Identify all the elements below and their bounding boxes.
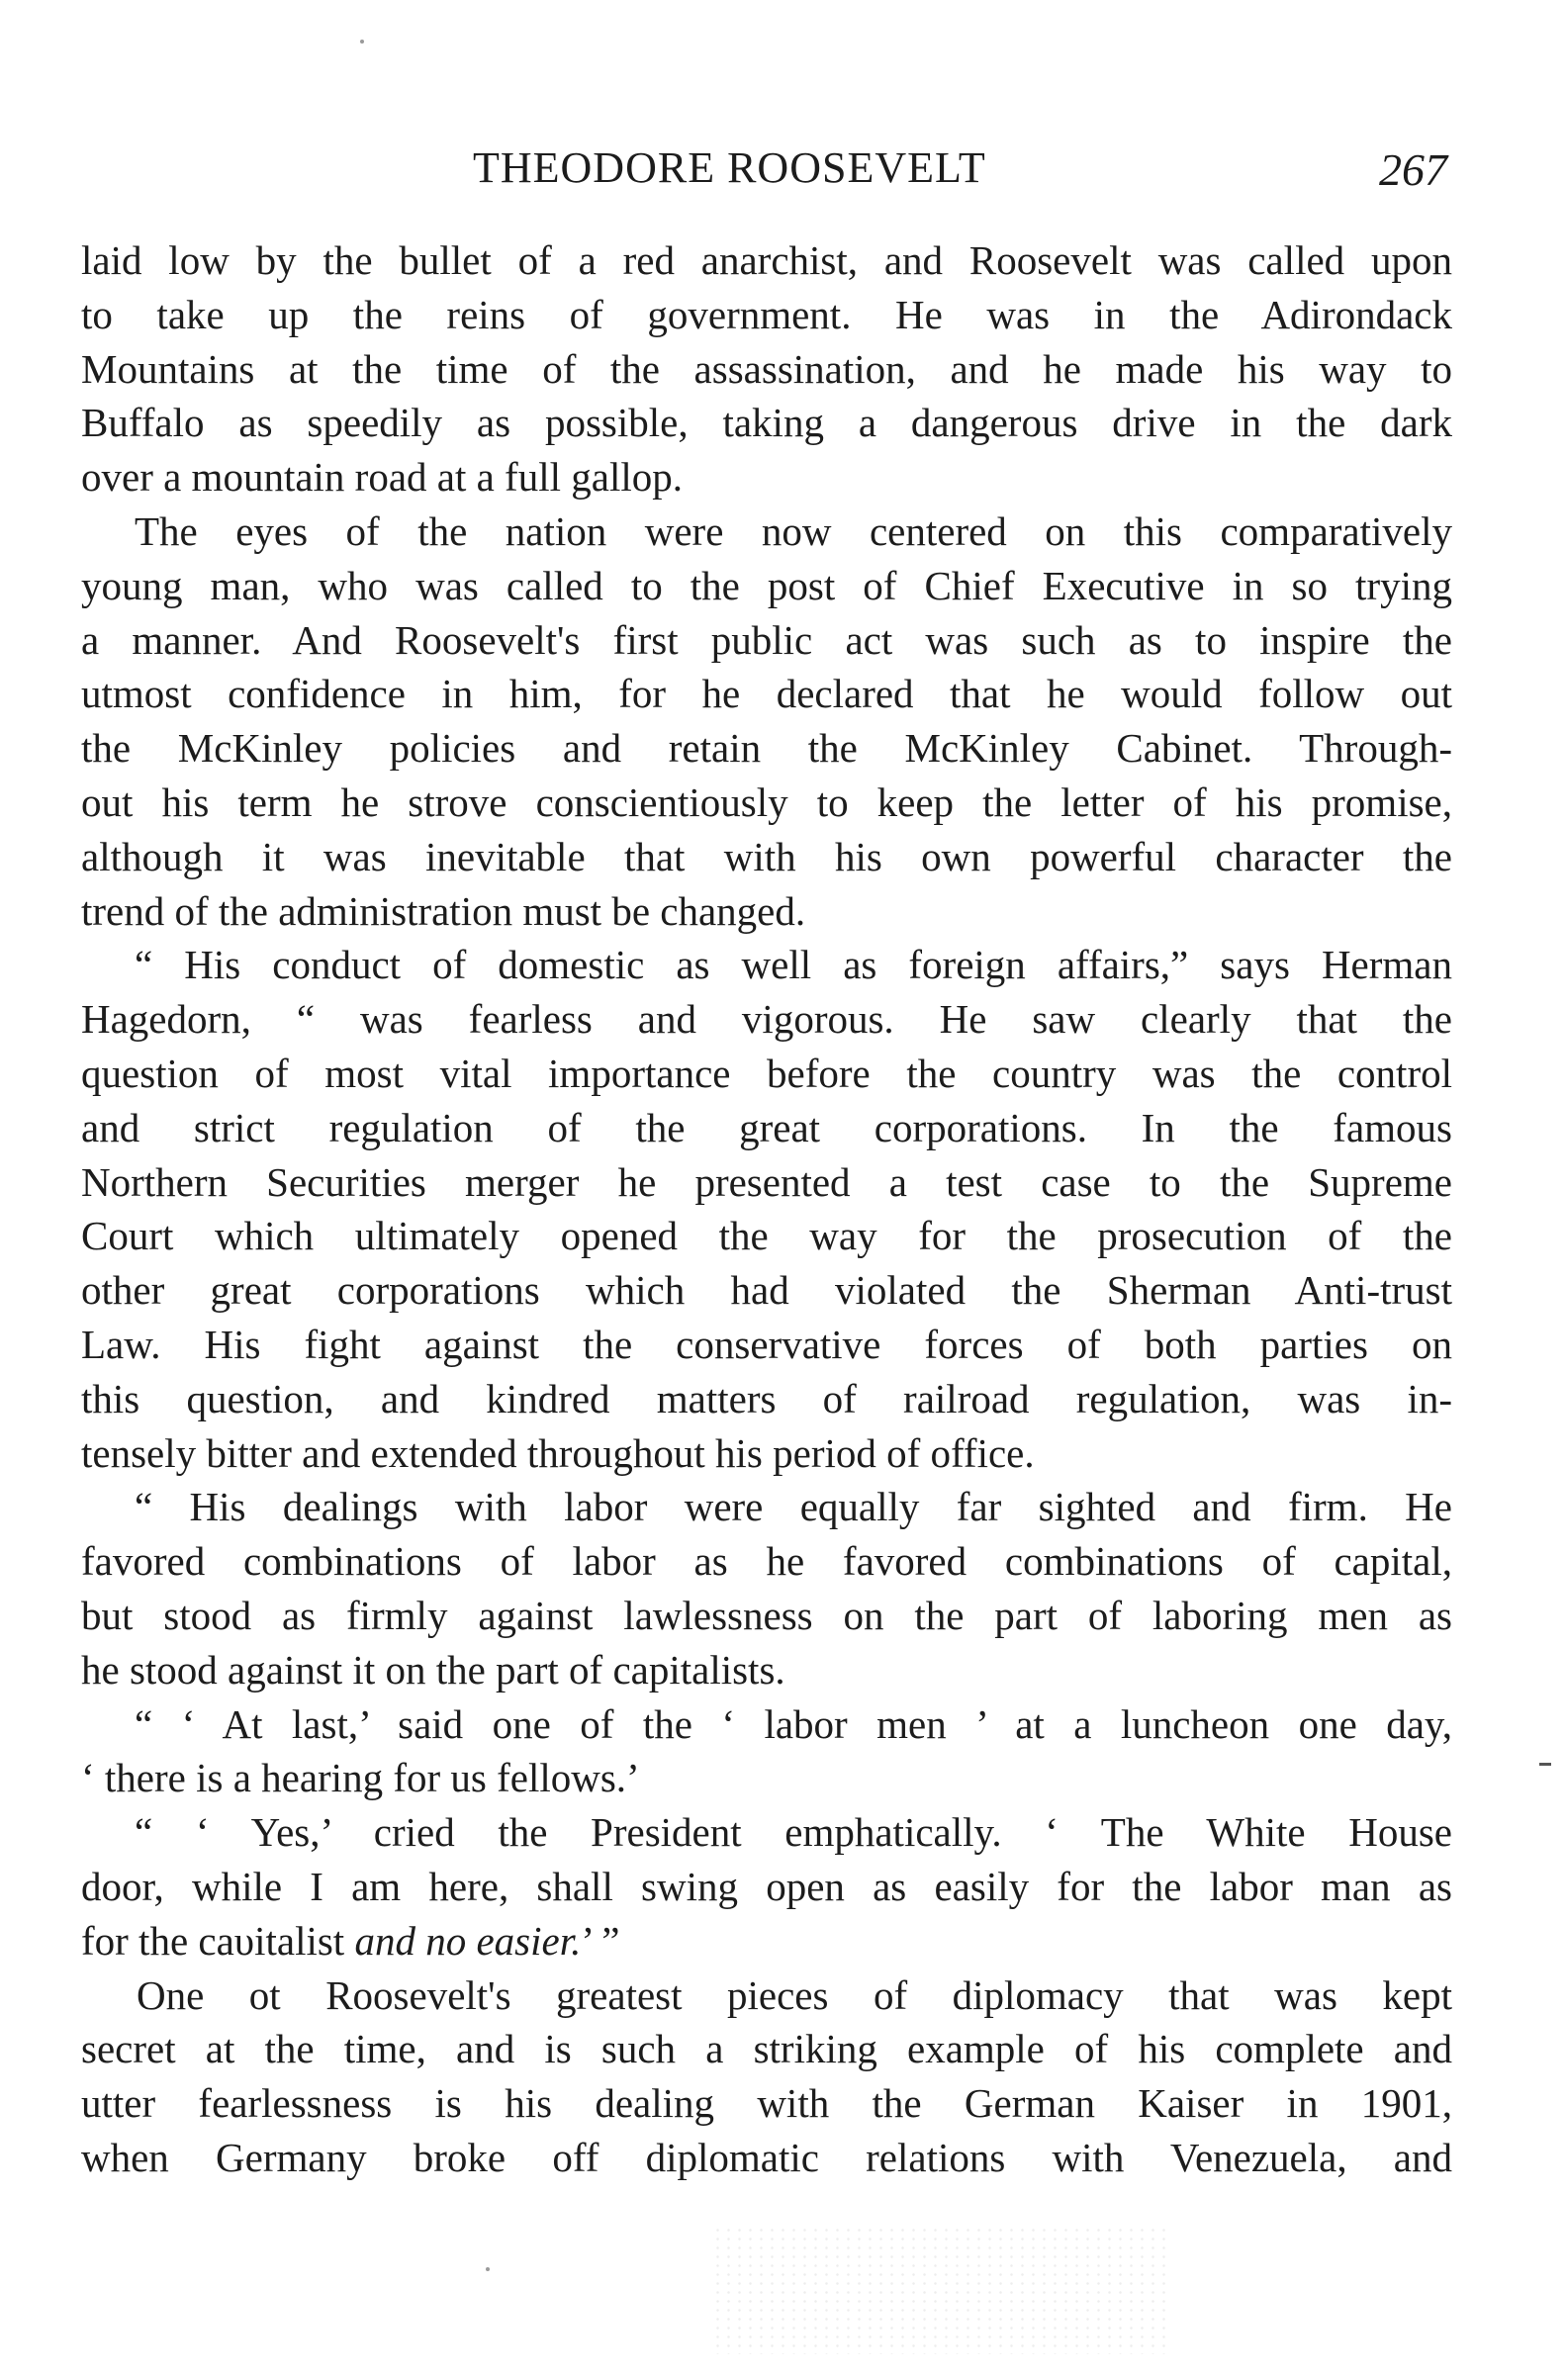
text-line: Buffalo as speedily as possible, taking a dangerous drive in the dark	[81, 400, 1452, 446]
text-line: door, while I am here, shall swing open as easily for the labor man as	[81, 1863, 1452, 1909]
text-line: Northern Securities merger he presented a test case to the Supreme	[81, 1158, 1452, 1205]
closing-quote: ’ ”	[581, 1917, 620, 1964]
text-line: when Germany broke off diplomatic relations with Venezuela, and	[81, 2134, 1452, 2180]
text-line: this question, and kindred matters of railroad regulation, was in-	[81, 1375, 1452, 1421]
text-line: “ ‘ At last,’ said one of the ‘ labor men ’ at a luncheon one day,	[135, 1700, 1452, 1747]
text-line: trend of the administration must be changed.	[81, 887, 806, 934]
text-line: out his term he strove conscientiously to keep the letter of his promise,	[81, 778, 1452, 825]
text-line: “ ‘ Yes,’ cried the President emphatically. ‘ The White House	[135, 1809, 1452, 1856]
text-line: favored combinations of labor as he favored combinations of capital,	[81, 1538, 1452, 1585]
text-line: Hagedorn, “ was fearless and vigorous. He saw clearly that the	[81, 996, 1452, 1043]
text-line: secret at the time, and is such a striking example of his complete and	[81, 2026, 1452, 2072]
page-number: 267	[1379, 144, 1447, 195]
text-line: Mountains at the time of the assassination, and he made his way to	[81, 345, 1452, 392]
text-line: One ot Roosevelt's greatest pieces of diplomacy that was kept	[137, 1971, 1452, 2018]
text-line: utmost confidence in him, for he declared that he would follow out	[81, 671, 1452, 717]
text-line: ‘ there is a hearing for us fellows.’	[81, 1755, 640, 1801]
text-line: the McKinley policies and retain the McKinley Cabinet. Through-	[81, 725, 1452, 772]
text-line: although it was inevitable that with his own powerful character the	[81, 833, 1452, 879]
text-line: “ His conduct of domestic as well as foreign affairs,” says Herman	[135, 942, 1452, 988]
text-line: tensely bitter and extended throughout his period of office.	[81, 1429, 1035, 1476]
text-line: young man, who was called to the post of Chief Executive in so trying	[81, 562, 1452, 608]
text-line: and strict regulation of the great corporations. In the famous	[81, 1104, 1452, 1150]
text-line: a manner. And Roosevelt's first public act was such as to inspire the	[81, 616, 1452, 663]
text-line: to take up the reins of government. He was in the Adirondack	[81, 291, 1452, 337]
text-line: Court which ultimately opened the way for the prosecution of the	[81, 1213, 1452, 1259]
text-line	[81, 1914, 1452, 1968]
italic-fragment: and no easier.	[354, 1917, 582, 1964]
text-line: he stood against it on the part of capitalists.	[81, 1646, 785, 1693]
text-line: utter fearlessness is his dealing with the German Kaiser in 1901,	[81, 2080, 1452, 2127]
scan-speck	[360, 40, 364, 44]
text-line: over a mountain road at a full gallop.	[81, 454, 683, 501]
text-line: question of most vital importance before the country was the control	[81, 1050, 1452, 1096]
scan-speck	[486, 2267, 490, 2271]
scan-edge-mark	[1539, 1763, 1551, 1766]
text-line: Law. His fight against the conservative forces of both parties on	[81, 1321, 1452, 1367]
text-line: “ His dealings with labor were equally far sighted and firm. He	[135, 1484, 1452, 1530]
body-text	[81, 233, 1452, 2185]
text-line: laid low by the bullet of a red anarchist, and Roosevelt was called upon	[81, 237, 1452, 283]
running-title: THEODORE ROOSEVELT	[473, 143, 986, 192]
running-head	[0, 138, 1566, 198]
scan-noise	[712, 2226, 1167, 2354]
text-fragment: for the caυitalist	[81, 1917, 355, 1964]
text-line: but stood as firmly against lawlessness on the part of laboring men as	[81, 1592, 1452, 1638]
text-line: other great corporations which had violated the Sherman Anti-trust	[81, 1267, 1452, 1314]
text-line: The eyes of the nation were now centered on this comparatively	[135, 507, 1452, 554]
